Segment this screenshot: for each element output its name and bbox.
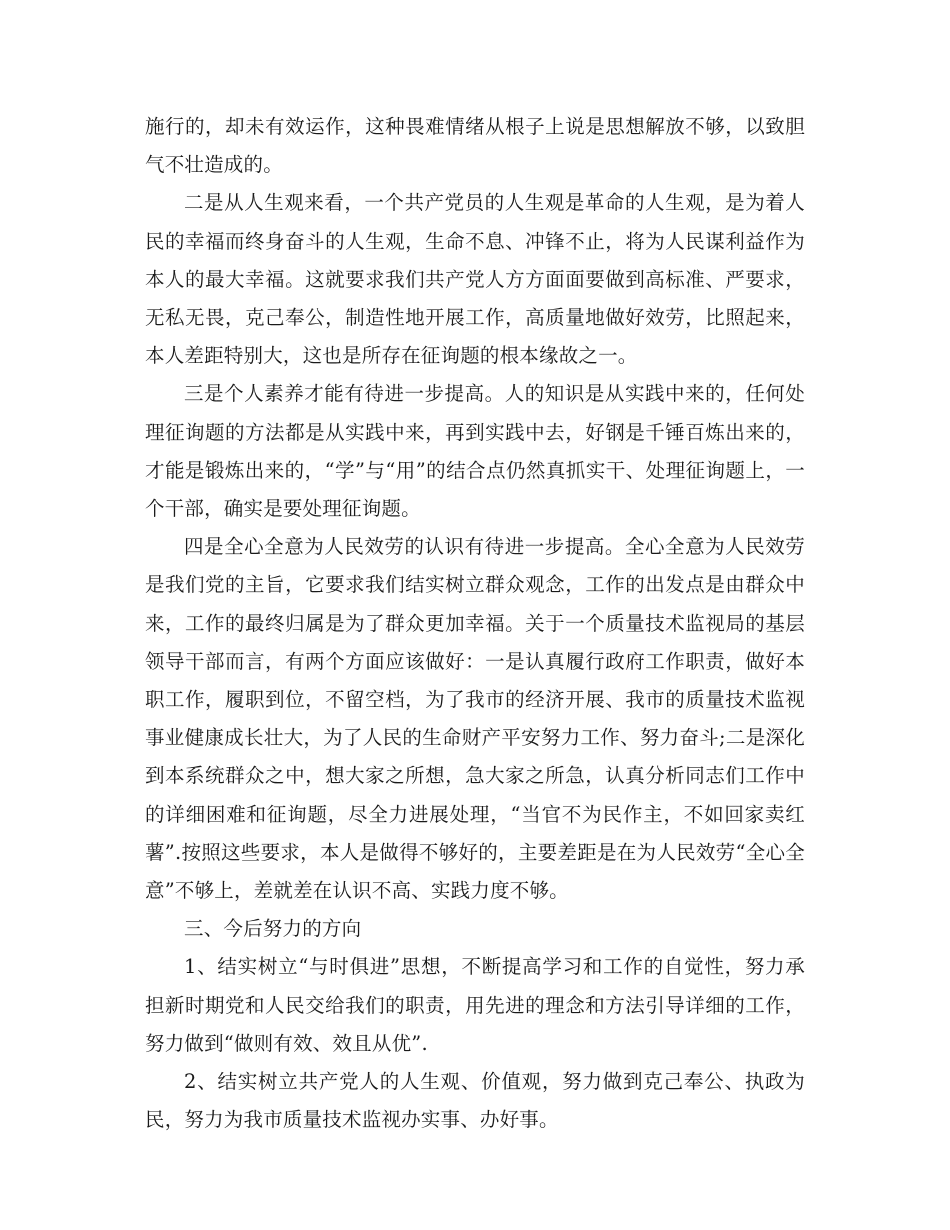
paragraph-life-outlook: 二是从人生观来看，一个共产党员的人生观是革命的人生观，是为着人民的幸福而终身奋斗的人生观，生命不息、冲锋不止，将为人民谋利益作为本人的最大幸福。这就要求我们共产党人方方面面要做到高标准、严要求，无私无畏，克己奉公，制造性地开展工作，高质量地做好效劳，比照起来，本人差距特别大，这也是所存在征询题的根本缘故之一。	[145, 191, 805, 368]
list-item-2: 2、结实树立共产党人的人生观、价值观，努力做到克己奉公、执政为民，努力为我市质量技术监视办实事、办好事。	[145, 1070, 805, 1132]
paragraph-personal-quality: 三是个人素养才能有待进一步提高。人的知识是从实践中来的，任何处理征询题的方法都是从实践中来，再到实践中去，好钢是千锤百炼出来的，才能是锻炼出来的，“学”与“用”的结合点仍然真抓实干、处理征询题上，一个干部，确实是要处理征询题。	[145, 382, 805, 521]
paragraph-serve-people: 四是全心全意为人民效劳的认识有待进一步提高。全心全意为人民效劳是我们党的主旨，它要求我们结实树立群众观念，工作的出发点是由群众中来，工作的最终归属是为了群众更加幸福。关于一个质量技术监视局的基层领导干部而言，有两个方面应该做好：一是认真履行政府工作职责，做好本职工作，履职到位，不留空档，为了我市的经济开展、我市的质量技术监视事业健康成长壮大，为了人民的生命财产平安努力工作、努力奋斗;二是深化到本系统群众之中，想大家之所想，急大家之所急，认真分析同志们工作中的详细困难和征询题，尽全力进展处理，“当官不为民作主，不如回家卖红薯”.按照这些要求，本人是做得不够好的，主要差距是在为人民效劳“全心全意”不够上，差就差在认识不高、实践力度不够。	[145, 535, 805, 903]
document-body	[145, 108, 805, 1139]
list-item-1: 1、结实树立“与时俱进”思想，不断提高学习和工作的自觉性，努力承担新时期党和人民交给我们的职责，用先进的理念和方法引导详细的工作，努力做到“做则有效、效且从优”.	[145, 955, 805, 1055]
section-heading-future-direction: 三、今后努力的方向	[184, 917, 362, 941]
paragraph-continuation: 施行的，却未有效运作，这种畏难情绪从根子上说是思想解放不够，以致胆气不壮造成的。	[145, 115, 805, 177]
